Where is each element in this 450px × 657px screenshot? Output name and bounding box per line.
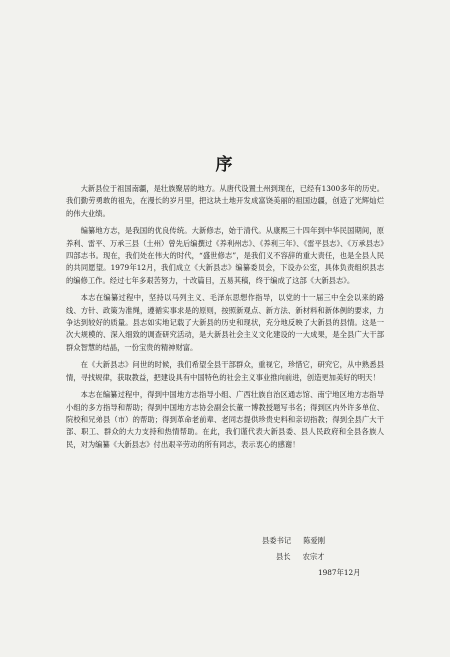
signature-role: 县长 xyxy=(276,552,291,561)
signature-county-head xyxy=(276,552,324,562)
page-title: 序 xyxy=(215,155,235,175)
signature-party-secretary xyxy=(262,536,325,546)
paragraph-3: 本志在编纂过程中，坚持以马列主义、毛泽东思想作指导，以党的十一届三中全会以来的路线、方针、政策为准绳，遵循实事求是的原则，按照新观点、新方法、新材料和新体例的要求，力争达到较好的质量。县志如实地记载了大新县的历史和现状，充分地反映了大新县的县情。这是一次大规模的、深入细致的调查研究活动，是大新县社会主义文化建设的一大成果，是全县广大干部群众智慧的结晶，一份宝贵的精神财富。 xyxy=(66,293,384,352)
signature-name: 农宗才 xyxy=(302,552,325,561)
paragraph-5: 本志在编纂过程中，得到中国地方志指导小组、广西壮族自治区通志馆、南宁地区地方志指导小组的多方指导和帮助；得到中国地方志协会副会长董一博教授题写书名；得到区内外许多单位、院校和兄弟县（市）的帮助；得到革命老前辈、老同志提供珍贵史料和亲切指教；得到全县广大干部、职工、群众的大力支持和热情帮助。在此，我们谨代表大新县委、县人民政府和全县各族人民，对为编纂《大新县志》付出艰辛劳动的所有同志，表示衷心的感谢！ xyxy=(66,390,384,449)
paragraph-2: 编纂地方志，是我国的优良传统。大新修志，始于清代。从康熙三十四年到中华民国期间，原养利、雷平、万承三县（土州）曾先后编撰过《养利州志》、《养利三年》、《雷平县志》、《万承县志》四部志书。现在，我们处在伟大的时代，“盛世修志”，是我们义不容辞的重大责任，也是全县人民的共同愿望。1979年12月，我们成立《大新县志》编纂委员会，下设办公室，具体负责组织县志的编修工作。经过七年多艰苦努力，十改篇目，五易其稿，终于编成了这部《大新县志》。 xyxy=(66,226,384,285)
paragraph-1: 大新县位于祖国南疆，是壮族聚居的地方。从唐代设置土州到现在，已经有1300多年的历史。我们勤劳勇敢的祖先，在漫长的岁月里，把这块土地开发成富饶美丽的祖国边疆，创造了光辉灿烂的伟大业绩。 xyxy=(66,184,384,218)
paragraph-4: 在《大新县志》问世的时候，我们希望全县干部群众，重视它，珍惜它，研究它，从中熟悉县情，寻找规律，获取教益，把建设具有中国特色的社会主义事业推向前进，创造更加美好的明天！ xyxy=(66,360,384,382)
preface-body xyxy=(66,183,384,456)
signature-role: 县委书记 xyxy=(262,536,292,545)
signature-name: 陈爱刚 xyxy=(303,536,326,545)
signature-date: 1987年12月 xyxy=(318,568,361,577)
